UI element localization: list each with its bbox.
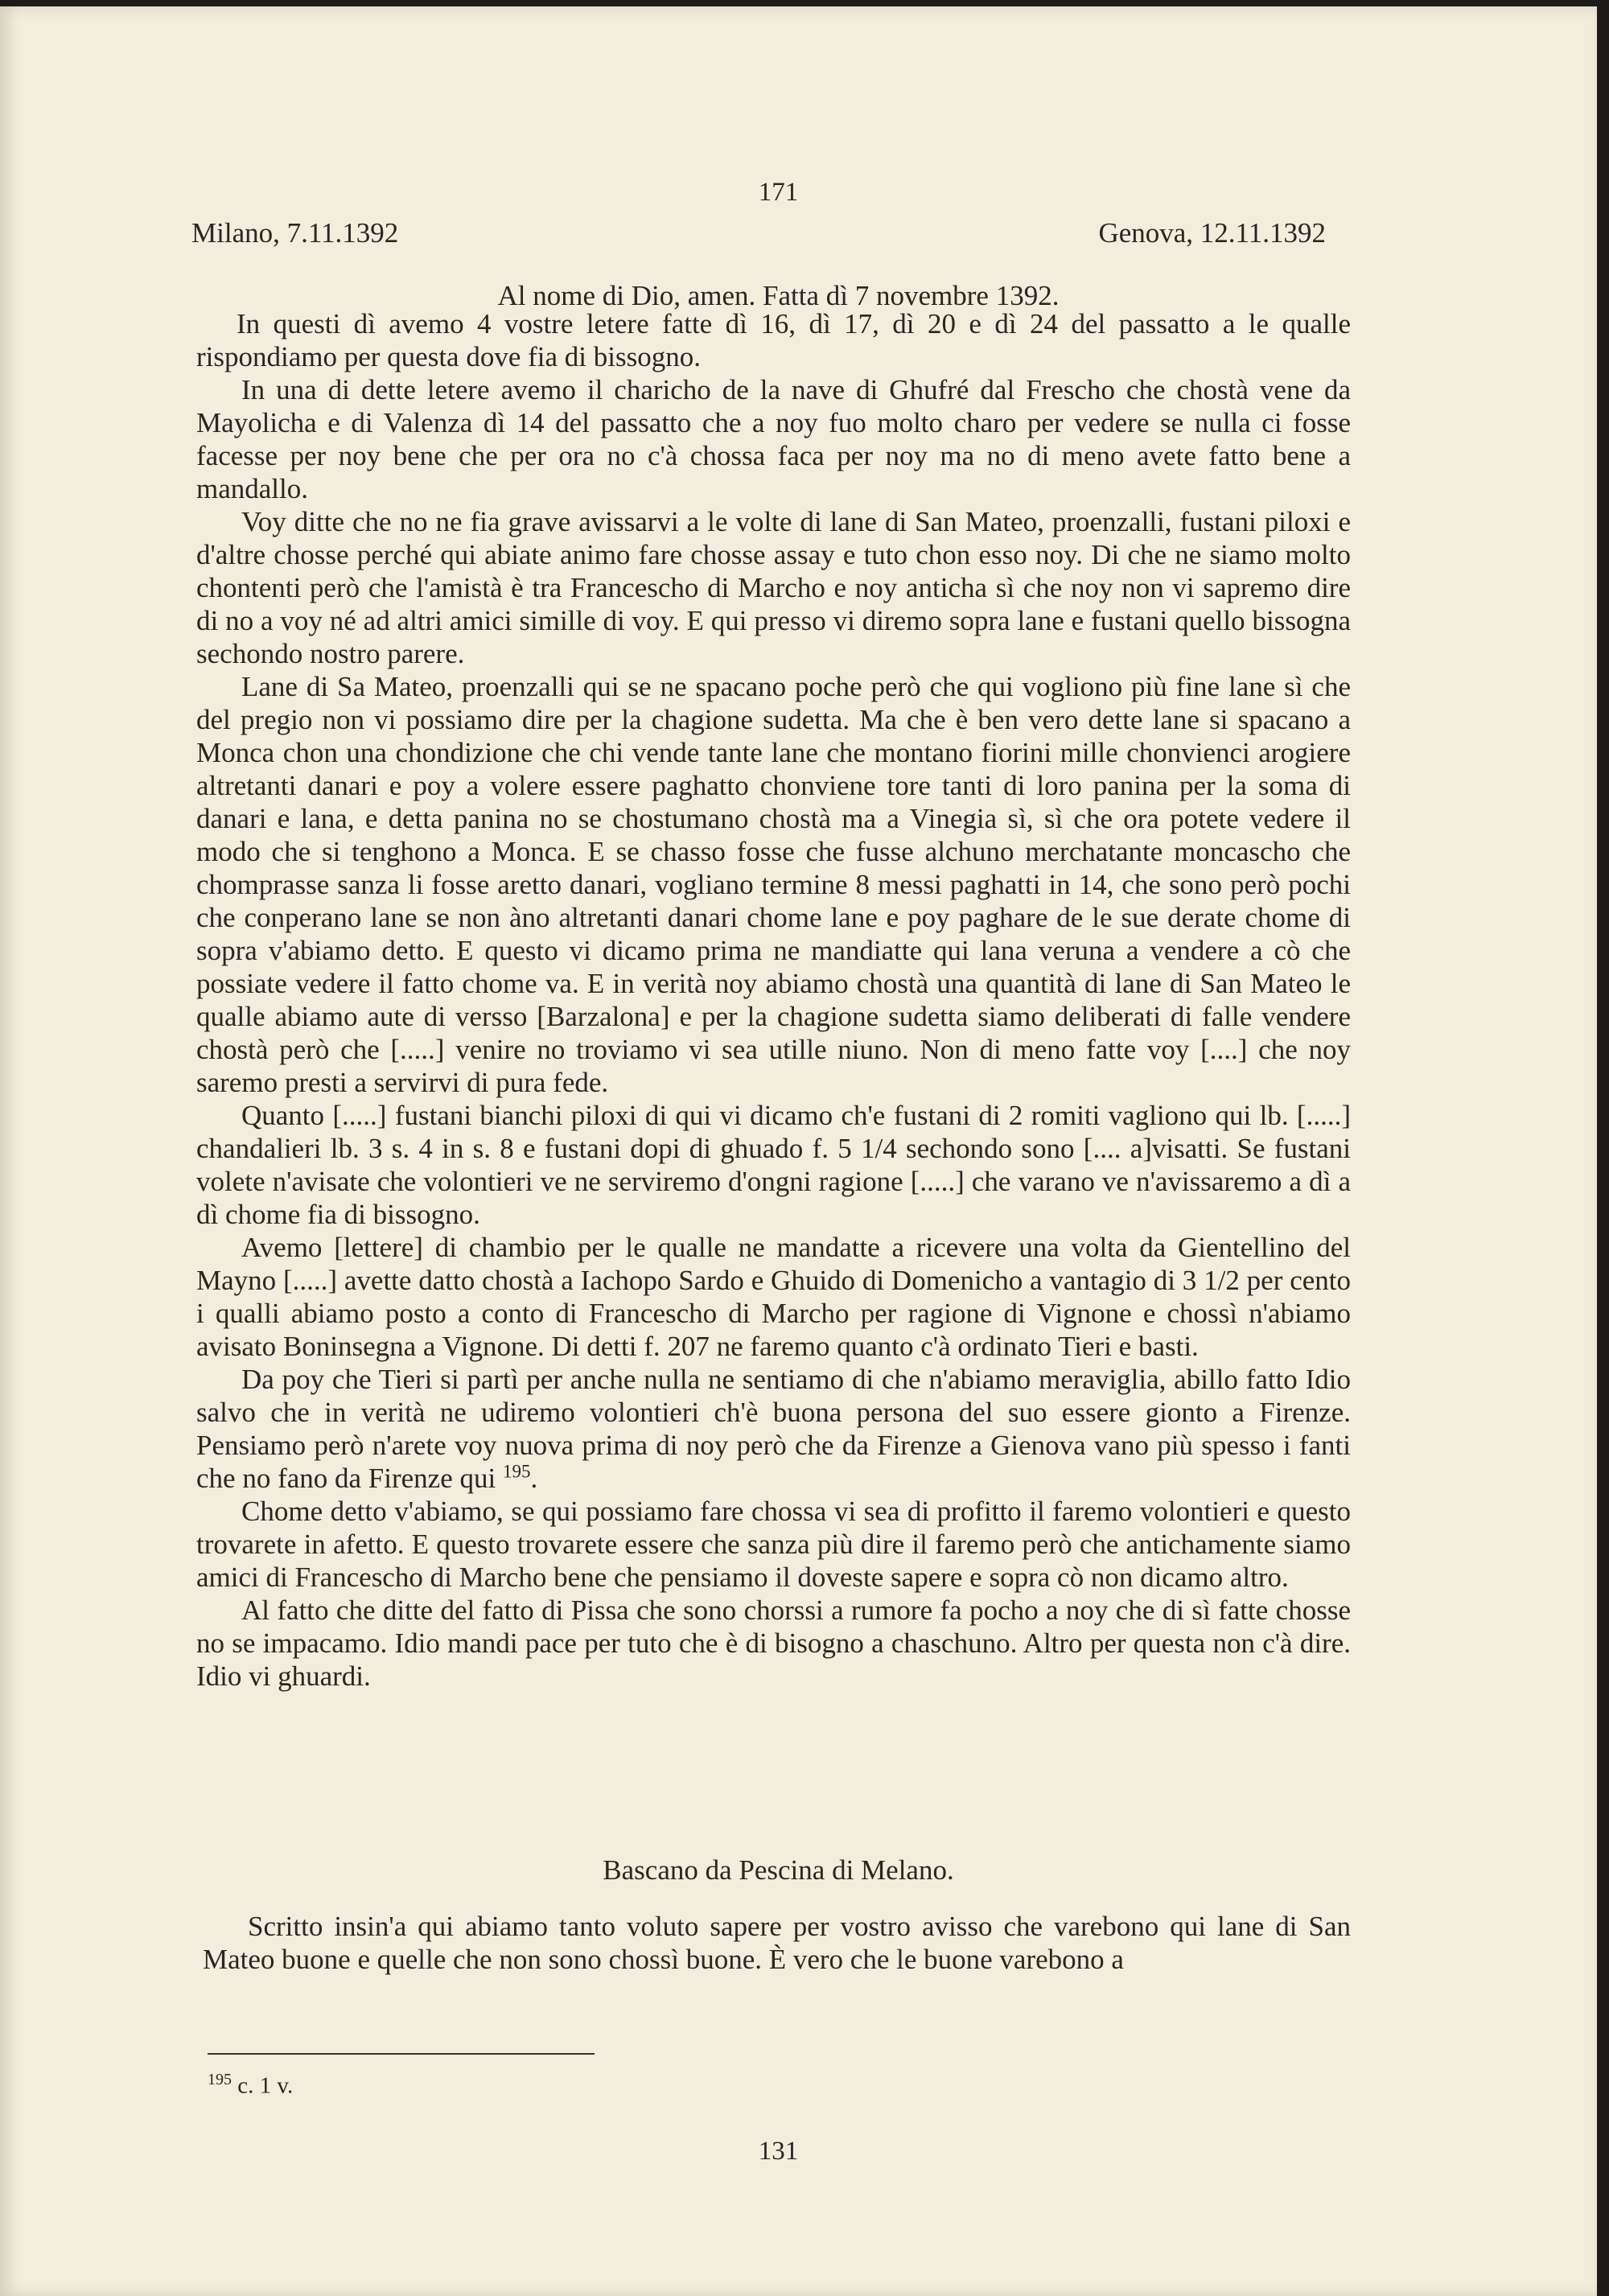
- paragraph: Chome detto v'abiamo, se qui possiamo fare chossa vi sea di profitto il faremo volontieri e questo trovarete in afetto. E questo trovarete essere che sanza più dire il faremo però che antichamente siamo amici di Francescho di Marcho bene che pensiamo il doveste sapere e sopra cò non dicamo altro.: [196, 1496, 1351, 1593]
- letter-postscript: [203, 1910, 1351, 1976]
- footnote-divider: [208, 2053, 595, 2055]
- letter-greeting: Al nome di Dio, amen. Fatta dì 7 novembre 1392.: [497, 280, 1060, 311]
- paragraph: Avemo [lettere] di chambio per le qualle ne mandatte a ricevere una volta da Gientellino del Mayno [.....] avette datto chostà a Iachopo Sardo e Ghuido di Domenicho a vantagio di 3 1/2 per cento i qualli abiamo posto a conto di Francescho di Marcho per ragione di Vignone e chossì n'abiamo avisato Boninsegna a Vignone. Di detti f. 207 ne faremo quanto c'à ordinato Tieri e basti.: [196, 1232, 1351, 1362]
- footnote: [208, 2071, 293, 2100]
- document-page: [0, 6, 1597, 2296]
- footnote-number: 195: [208, 2071, 232, 2088]
- page-number-bottom: 131: [758, 2137, 799, 2166]
- page-number-top: 171: [758, 178, 799, 207]
- paragraph: Quanto [.....] fustani bianchi piloxi di qui vi dicamo ch'e fustani di 2 romiti vagliono qui lb. [.....] chandalieri lb. 3 s. 4 in s. 8 e fustani dopi di ghuado f. 5 1/4 sechondo sono [.... a]visatti. Se fustani volete n'avisate che volontieri ve ne serviremo d'ongni ragione [.....] che varano ve n'avissaremo a dì a dì chome fia di bissogno.: [196, 1100, 1351, 1230]
- paragraph-with-footnote: Da poy che Tieri si partì per anche nulla ne sentiamo di che n'abiamo meraviglia, abillo fatto Idio salvo che in verità ne udiremo volontieri ch'è buona persona del suo essere gionto a Firenze. Pensiamo però n'arete voy nuova prima di noy però che da Firenze a Gienova vano più spesso i fanti che no fano da Firenze qui $^{195}$.: [196, 1364, 1351, 1494]
- letter-body: [196, 307, 1351, 1693]
- letter-signature: Bascano da Pescina di Melano.: [603, 1854, 954, 1886]
- paragraph: In questi dì avemo 4 vostre letere fatte dì 16, dì 17, dì 20 e dì 24 del passatto a le qualle rispondiamo per questa dove fia di bissogno.: [196, 308, 1351, 372]
- paragraph: Al fatto che ditte del fatto di Pissa che sono chorssi a rumore fa pocho a noy che di sì fatte chosse no se impacamo. Idio mandi pace per tuto che è di bisogno a chaschuno. Altro per questa non c'à dire. Idio vi ghuardi.: [196, 1594, 1351, 1692]
- header-place-date-left: Milano, 7.11.1392: [191, 217, 399, 249]
- footnote-text: c. 1 v.: [237, 2072, 294, 2099]
- header-place-date-right: Genova, 12.11.1392: [1098, 217, 1326, 249]
- paragraph: Voy ditte che no ne fia grave avissarvi a le volte di lane di San Mateo, proenzalli, fustani piloxi e d'altre chosse perché qui abiate animo fare chosse assay e tuto chon esso noy. Di che ne siamo molto chontenti però che l'amistà è tra Francescho di Marcho e noy anticha sì che noy non vi sapremo dire di no a voy né ad altri amici simille di voy. E qui presso vi diremo sopra lane e fustani quello bissogna sechondo nostro parere.: [196, 506, 1351, 669]
- footnote-reference: 195: [502, 1461, 531, 1482]
- paragraph-text: Da poy che Tieri si partì per anche nulla ne sentiamo di che n'abiamo meraviglia, abillo fatto Idio salvo che in verità ne udiremo volontieri ch'è buona persona del suo essere gionto a Firenze. Pensiamo però n'arete voy nuova prima di noy però che da Firenze a Gienova vano più spesso i fanti che no fano da Firenze qui: [196, 1364, 1351, 1494]
- paragraph: In una di dette letere avemo il charicho de la nave di Ghufré dal Frescho che chostà vene da Mayolicha e di Valenza dì 14 del passatto che a noy fuo molto charo per vedere se nulla ci fosse facesse per noy bene che per ora no c'à chossa faca per noy ma no di meno avete fatto bene a mandallo.: [196, 374, 1351, 504]
- postscript-paragraph: Scritto insin'a qui abiamo tanto voluto sapere per vostro avisso che varebono qui lane di San Mateo buone e quelle che non sono chossì buone. È vero che le buone varebono a: [203, 1911, 1351, 1975]
- paragraph: Lane di Sa Mateo, proenzalli qui se ne spacano poche però che qui vogliono più fine lane sì che del pregio non vi possiamo dire per la chagione sudetta. Ma che è ben vero dette lane si spacano a Monca chon una chondizione che chi vende tante lane che montano fiorini mille chonvienci arogiere altretanti danari e poy a volere essere paghatto chonviene tore tanti di loro panina per la soma di danari e lana, e detta panina no se chostumano chostà ma a Vinegia sì, sì che ora potete vedere il modo che si tenghono a Monca. E se chasso fosse che fusse alchuno merchatante moncascho che chomprasse sanza li fosse aretto danari, vogliano termine 8 messi paghatti in 14, che sono però pochi che conperano lane se non àno altretanti danari chome lane e poy paghare de le sue derate chome di sopra v'abiamo detto. E questo vi dicamo prima ne mandiatte qui lana veruna a vendere a cò che possiate vedere il fatto chome va. E in verità noy abiamo chostà una quantità di lane di San Mateo le qualle abiamo aute di versso [Barzalona] e per la chagione sudetta siamo deliberati di falle vendere chostà però che [.....] venire no troviamo vi sea utille niuno. Non di meno fatte voy [....] che noy saremo presti a servirvi di pura fede.: [196, 671, 1351, 1098]
